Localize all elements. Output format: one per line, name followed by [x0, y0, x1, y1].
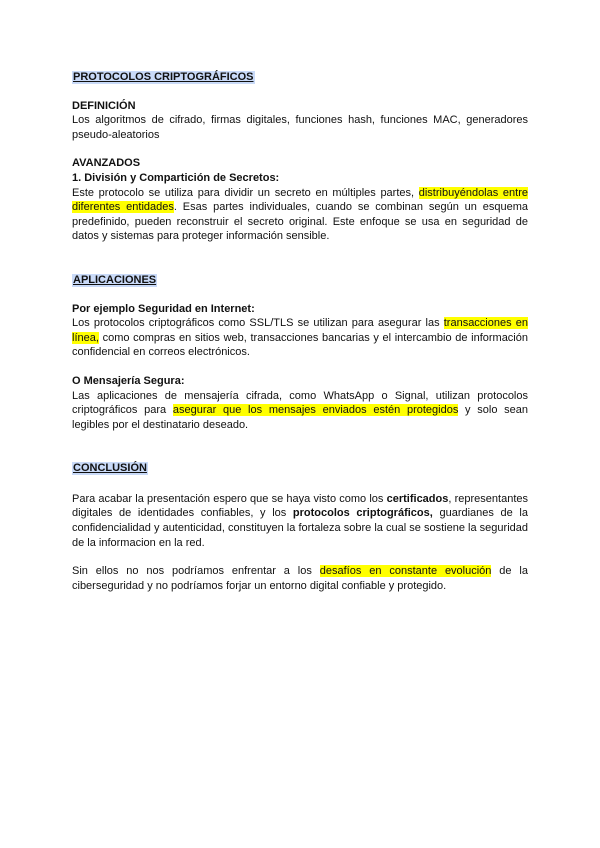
- conclusion-p1-a: Para acabar la presentación espero que se haya visto como los: [72, 492, 387, 505]
- conclusion-p1-bold-protocolos: protocolos criptográficos,: [292, 507, 433, 520]
- conclusion-paragraph-2: [72, 564, 528, 593]
- item2-text-b: y solo sean legibles por el destinatario deseado.: [72, 404, 529, 431]
- avanzados-text: [72, 186, 528, 244]
- conclusion-p1-bold-certificados: certificados: [386, 492, 449, 505]
- title-text: PROTOCOLOS CRIPTOGRÁFICOS: [73, 71, 254, 83]
- avanzados-text-a: Este protocolo se utiliza para dividir un secreto en múltiples partes,: [72, 186, 419, 199]
- aplicaciones-item2-text: [72, 389, 528, 433]
- conclusion-p2-highlight: desafíos en constante evolución: [319, 565, 492, 578]
- item1-highlight: transacciones en línea,: [72, 317, 528, 344]
- avanzados-highlight: distribuyéndolas entre diferentes entidades: [72, 186, 528, 214]
- aplicaciones-item2-heading: O Mensajería Segura:: [72, 374, 185, 387]
- conclusion-p1-b: , representantes digitales de identidades confiables, y los: [72, 492, 528, 520]
- avanzados-heading: AVANZADOS: [72, 157, 141, 170]
- conclusion-paragraph-1: [72, 492, 528, 550]
- avanzados-section: [72, 156, 528, 244]
- conclusion-section: [72, 461, 528, 593]
- avanzados-text-b: . Esas partes individuales, cuando se combinan según un esquema predefinido, pueden reconstruir el secreto original. Este enfoque se usa en seguridad de datos y sistemas para proteger información sensible.: [72, 201, 528, 243]
- definicion-text: Los algoritmos de cifrado, firmas digitales, funciones hash, funciones MAC, generadores pseudo-aleatorios: [72, 114, 528, 141]
- conclusion-p2-b: de la ciberseguridad y no podríamos forjar un entorno digital confiable y protegido.: [72, 565, 528, 592]
- avanzados-subheading: 1. División y Compartición de Secretos:: [72, 171, 280, 184]
- conclusion-p1-c: guardianes de la confidencialidad y autenticidad, constituyen la fortaleza sobre la cual se sostiene la seguridad de la informacion en la red.: [72, 507, 528, 549]
- document-title: [72, 70, 528, 85]
- aplicaciones-item1-heading: Por ejemplo Seguridad en Internet:: [72, 302, 255, 315]
- definicion-section: [72, 99, 528, 143]
- definicion-heading: DEFINICIÓN: [72, 99, 136, 112]
- aplicaciones-item1-text: [72, 316, 528, 360]
- aplicaciones-heading: APLICACIONES: [73, 273, 157, 286]
- aplicaciones-section: [72, 273, 528, 432]
- item2-highlight: asegurar que los mensajes enviados estén protegidos: [172, 404, 459, 417]
- conclusion-heading: CONCLUSIÓN: [73, 462, 147, 475]
- document-page: [72, 70, 528, 593]
- conclusion-p2-a: Sin ellos no nos podríamos enfrentar a los: [72, 565, 320, 578]
- item1-text-b: como compras en sitios web, transacciones bancarias y el intercambio de información confidencial en correos electrónicos.: [72, 331, 528, 359]
- item1-text-a: Los protocolos criptográficos como SSL/TLS se utilizan para asegurar las: [72, 317, 444, 330]
- item2-text-a: Las aplicaciones de mensajería cifrada, como WhatsApp o Signal, utilizan protocolos criptográficos para: [72, 389, 528, 417]
